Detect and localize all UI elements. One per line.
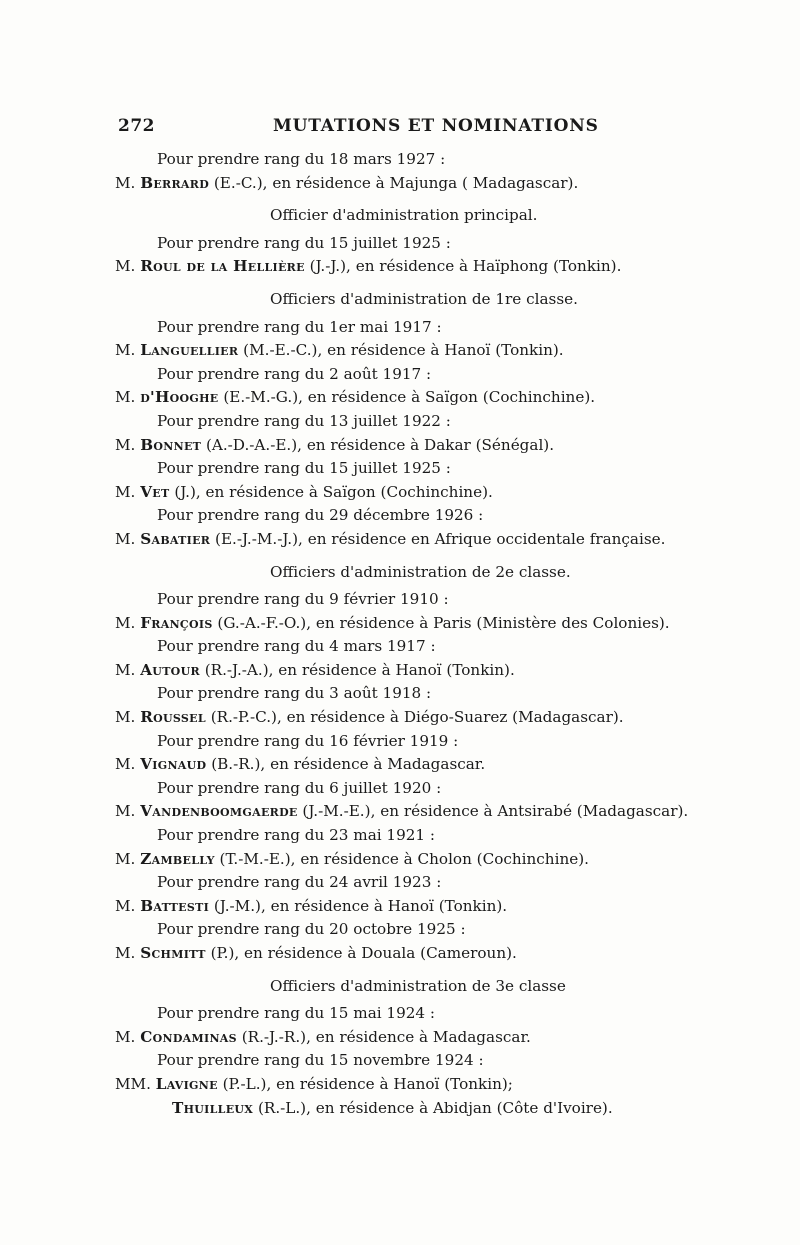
appointment-entry <box>115 386 760 410</box>
rank-date-line: Pour prendre rang du 16 février 1919 : <box>157 731 459 750</box>
officer-name: Thuilleux <box>172 1098 254 1117</box>
honorific: M. <box>115 388 136 407</box>
appointment-entry <box>115 528 760 552</box>
entry-details: (J.-J.), en résidence à Haïphong (Tonkin). <box>309 257 622 276</box>
rank-date-line: Pour prendre rang du 15 mai 1924 : <box>157 1004 436 1023</box>
entry-details: (J.-M.-E.), en résidence à Antsirabé (Madagascar). <box>302 802 689 821</box>
entry-details: (P.), en résidence à Douala (Cameroun). <box>210 944 517 962</box>
appointment-entry <box>115 255 760 279</box>
entry-details: (A.-D.-A.-E.), en résidence à Dakar (Sénégal). <box>205 435 555 454</box>
appointment-entry <box>115 895 760 919</box>
appointment-entry <box>115 172 760 196</box>
rank-date-line: Pour prendre rang du 15 juillet 1925 : <box>157 233 451 252</box>
honorific: M. <box>115 849 136 868</box>
page-number: 272 <box>118 116 155 136</box>
officer-name: François <box>140 613 213 632</box>
appointment-entry <box>115 612 760 636</box>
section-heading: Officiers d'administration de 3e classe <box>270 976 566 995</box>
running-title: MUTATIONS ET NOMINATIONS <box>273 116 599 136</box>
entry-details: (R.-P.-C.), en résidence à Diégo-Suarez (Madagascar). <box>210 708 624 727</box>
rank-date-line: Pour prendre rang du 2 août 1917 : <box>157 364 432 383</box>
honorific: M. <box>115 341 136 360</box>
appointment-entry <box>115 481 760 505</box>
appointment-entry <box>115 434 760 458</box>
appointment-entry <box>115 706 760 730</box>
appointment-entry <box>115 1097 760 1121</box>
entry-details: (R.-J.-R.), en résidence à Madagascar. <box>241 1027 531 1046</box>
honorific: MM. <box>115 1074 151 1093</box>
officer-name: Autour <box>140 660 200 679</box>
honorific: M. <box>115 660 136 679</box>
officer-name: Vet <box>140 482 170 501</box>
entry-details: (T.-M.-E.), en résidence à Cholon (Cochinchine). <box>219 849 589 868</box>
officer-name: Bonnet <box>140 435 202 454</box>
honorific: M. <box>115 1027 136 1046</box>
appointment-entry <box>115 800 760 824</box>
entry-details: (E.-M.-G.), en résidence à Saïgon (Cochinchine). <box>223 388 596 407</box>
honorific: M. <box>115 482 136 501</box>
officer-name: Languellier <box>140 341 239 360</box>
rank-date-line: Pour prendre rang du 4 mars 1917 : <box>157 637 436 656</box>
rank-date-line: Pour prendre rang du 15 juillet 1925 : <box>157 459 451 478</box>
officer-name: Vandenboomgaerde <box>140 802 298 821</box>
appointment-entry <box>115 659 760 683</box>
honorific: M. <box>115 944 136 962</box>
officer-name: Condaminas <box>140 1027 237 1046</box>
rank-date-line: Pour prendre rang du 9 février 1910 : <box>157 590 449 609</box>
officer-name: d'Hooghe <box>140 388 219 407</box>
appointment-entry <box>115 753 760 777</box>
entry-details: (J.-M.), en résidence à Hanoï (Tonkin). <box>213 896 508 915</box>
officer-name: Berrard <box>140 173 210 192</box>
running-header <box>115 116 760 144</box>
honorific: M. <box>115 896 136 915</box>
appointment-entry <box>115 1073 760 1097</box>
entry-details: (E.-C.), en résidence à Majunga ( Madagascar). <box>213 173 579 192</box>
rank-date-line: Pour prendre rang du 6 juillet 1920 : <box>157 778 442 797</box>
entry-details: (P.-L.), en résidence à Hanoï (Tonkin); <box>222 1074 513 1093</box>
section-heading: Officier d'administration principal. <box>270 206 538 225</box>
document-body <box>115 148 760 1120</box>
honorific: M. <box>115 435 136 454</box>
entry-details: (R.-J.-A.), en résidence à Hanoï (Tonkin). <box>204 660 515 679</box>
appointment-entry <box>115 339 760 363</box>
honorific: M. <box>115 755 136 774</box>
officer-name: Battesti <box>140 896 210 915</box>
honorific: M. <box>115 708 136 727</box>
officer-name: Zambelly <box>140 849 215 868</box>
entry-details: (E.-J.-M.-J.), en résidence en Afrique occidentale française. <box>215 529 666 548</box>
officer-name: Roussel <box>140 708 206 727</box>
honorific: M. <box>115 613 136 632</box>
rank-date-line: Pour prendre rang du 18 mars 1927 : <box>157 150 446 168</box>
entry-details: (B.-R.), en résidence à Madagascar. <box>211 755 486 774</box>
officer-name: Schmitt <box>140 944 206 962</box>
officer-name: Sabatier <box>140 529 211 548</box>
officer-name: Lavigne <box>155 1074 218 1093</box>
appointment-entry <box>115 1026 760 1050</box>
rank-date-line: Pour prendre rang du 1er mai 1917 : <box>157 317 442 336</box>
rank-date-line: Pour prendre rang du 29 décembre 1926 : <box>157 506 484 525</box>
rank-date-line: Pour prendre rang du 15 novembre 1924 : <box>157 1051 484 1070</box>
rank-date-line: Pour prendre rang du 13 juillet 1922 : <box>157 411 451 430</box>
entry-details: (M.-E.-C.), en résidence à Hanoï (Tonkin). <box>243 341 564 360</box>
appointment-entry <box>115 942 760 966</box>
section-heading: Officiers d'administration de 2e classe. <box>270 562 571 581</box>
rank-date-line: Pour prendre rang du 24 avril 1923 : <box>157 873 442 892</box>
honorific: M. <box>115 257 136 276</box>
rank-date-line: Pour prendre rang du 23 mai 1921 : <box>157 826 436 845</box>
entry-details: (R.-L.), en résidence à Abidjan (Côte d'Ivoire). <box>257 1098 613 1117</box>
rank-date-line: Pour prendre rang du 3 août 1918 : <box>157 684 432 703</box>
rank-date-line: Pour prendre rang du 20 octobre 1925 : <box>157 920 466 939</box>
officer-name: Roul de la Hellière <box>140 257 305 276</box>
honorific: M. <box>115 529 136 548</box>
officer-name: Vignaud <box>140 755 207 774</box>
entry-details: (G.-A.-F.-O.), en résidence à Paris (Ministère des Colonies). <box>217 613 670 632</box>
section-heading: Officiers d'administration de 1re classe. <box>270 289 578 308</box>
appointment-entry <box>115 848 760 872</box>
honorific: M. <box>115 173 136 192</box>
honorific: M. <box>115 802 136 821</box>
entry-details: (J.), en résidence à Saïgon (Cochinchine). <box>174 482 493 501</box>
